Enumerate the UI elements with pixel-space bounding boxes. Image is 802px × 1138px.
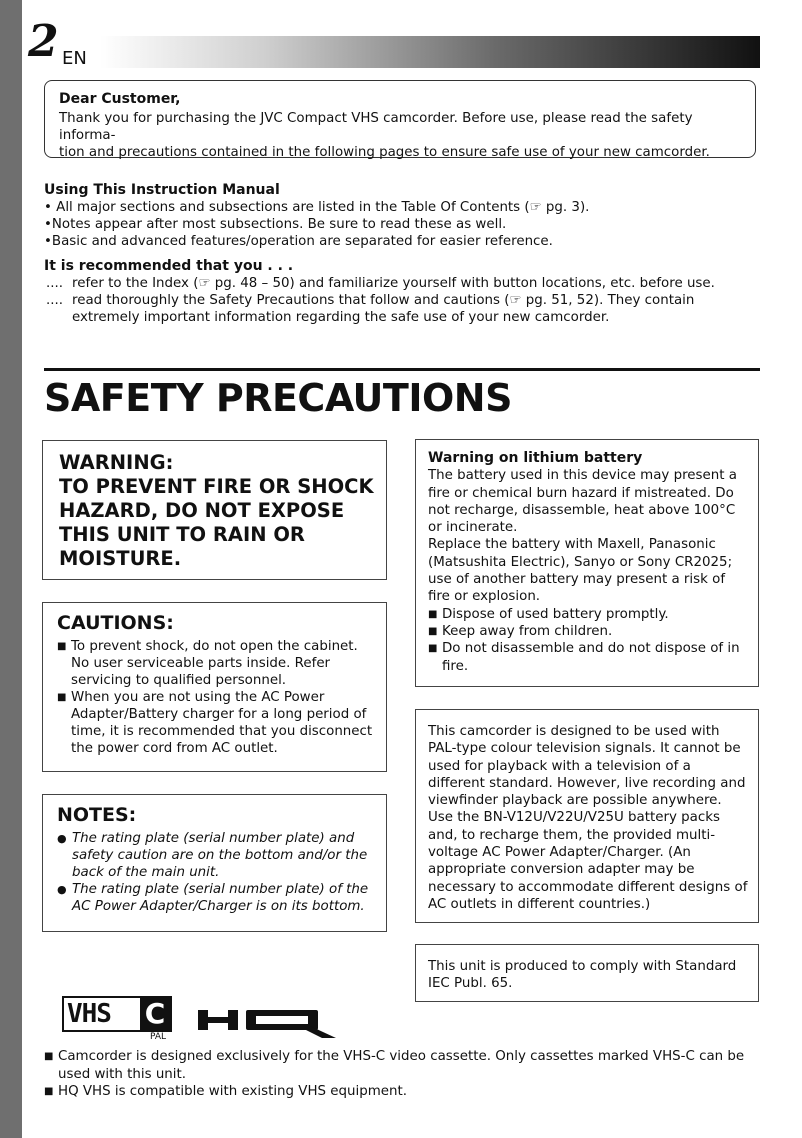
- square-bullet-icon: ■: [57, 692, 67, 703]
- caution-text: When you are not using the AC Power Adapter/Battery charger for a long period of time, it is recommended that you disconnect the power cord from AC outlet.: [71, 690, 373, 756]
- lithium-warning-box: [415, 439, 759, 687]
- footer-item: [44, 1048, 760, 1083]
- note-item: [57, 830, 378, 881]
- recommended-title: It is recommended that you . . .: [44, 258, 294, 274]
- caution-item: [57, 689, 378, 757]
- recommended-dots: ....: [46, 276, 64, 291]
- note-text: The rating plate (serial number plate) of the AC Power Adapter/Charger is on its bottom.: [72, 882, 369, 914]
- footer-notes: [44, 1048, 760, 1101]
- lithium-item-text: Keep away from children.: [442, 623, 613, 639]
- footer-text: Camcorder is designed exclusively for the VHS-C video cassette. Only cassettes marked VHS-C can be used with this unit.: [58, 1049, 745, 1082]
- dear-customer-line-2: tion and precautions contained in the following pages to ensure safe use of your new camcorder.: [59, 145, 710, 160]
- manual-bullet: • All major sections and subsections are listed in the Table Of Contents (☞ pg. 3).: [44, 200, 590, 215]
- cautions-heading: CAUTIONS:: [57, 612, 174, 634]
- footer-text: HQ VHS is compatible with existing VHS equipment.: [58, 1084, 408, 1099]
- pal-info-box: [415, 709, 759, 923]
- manual-section: [44, 182, 764, 250]
- recommended-text: refer to the Index (☞ pg. 48 – 50) and familiarize yourself with button locations, etc. before use.: [72, 276, 715, 291]
- iec-info-text: This unit is produced to comply with Standard IEC Publ. 65.: [428, 959, 737, 992]
- vhs-logo-text: VHS: [67, 999, 111, 1029]
- page-language: EN: [62, 48, 87, 69]
- recommended-section: [44, 258, 764, 326]
- iec-info-box: [415, 944, 759, 1002]
- warning-heading: WARNING:: [59, 451, 174, 474]
- notes-heading: NOTES:: [57, 804, 137, 826]
- recommended-item: [44, 292, 764, 326]
- dear-customer-line-1: Thank you for purchasing the JVC Compact VHS camcorder. Before use, please read the safety informa-: [59, 111, 693, 143]
- square-bullet-icon: ■: [44, 1086, 54, 1097]
- lithium-item: [428, 623, 748, 640]
- warning-line: MOISTURE.: [59, 547, 182, 570]
- square-bullet-icon: ■: [428, 625, 438, 637]
- page-number: 2: [28, 16, 59, 67]
- warning-line: TO PREVENT FIRE OR SHOCK: [59, 475, 374, 498]
- safety-title: SAFETY PRECAUTIONS: [44, 376, 512, 420]
- lithium-item-text: Do not disassemble and do not dispose of in fire.: [442, 641, 740, 674]
- vhs-c-logo: [62, 996, 172, 1032]
- lithium-item: [428, 640, 748, 675]
- dear-customer-title: Dear Customer,: [59, 91, 181, 107]
- hq-logo-text: HQ: [258, 1024, 260, 1025]
- pal-logo-text: PAL: [150, 1032, 167, 1042]
- lithium-paragraph: Replace the battery with Maxell, Panasonic (Matsushita Electric), Sanyo or Sony CR2025; use of another battery may present a risk of fire or explosion.: [428, 537, 733, 605]
- footer-item: [44, 1083, 760, 1101]
- lithium-heading: Warning on lithium battery: [428, 450, 643, 466]
- dear-customer-box: [44, 80, 756, 158]
- dot-bullet-icon: ●: [57, 883, 67, 896]
- warning-line: HAZARD, DO NOT EXPOSE: [59, 499, 345, 522]
- lithium-paragraph: The battery used in this device may present a fire or chemical burn hazard if mistreated. Do not recharge, disassemble, heat above 100°C or incinerate.: [428, 468, 737, 536]
- c-logo-text: C: [140, 998, 170, 1030]
- dot-bullet-icon: ●: [57, 832, 67, 845]
- manual-title: Using This Instruction Manual: [44, 182, 280, 198]
- safety-divider: [44, 368, 760, 371]
- manual-bullet: •Notes appear after most subsections. Be sure to read these as well.: [44, 217, 507, 232]
- notes-box: [42, 794, 387, 932]
- header-gradient-band: [100, 36, 760, 68]
- cautions-box: [42, 602, 387, 772]
- square-bullet-icon: ■: [428, 608, 438, 620]
- recommended-dots: ....: [46, 293, 64, 308]
- manual-bullet: •Basic and advanced features/operation are separated for easier reference.: [44, 234, 553, 249]
- warning-line: THIS UNIT TO RAIN OR: [59, 523, 305, 546]
- lithium-item-text: Dispose of used battery promptly.: [442, 606, 669, 622]
- square-bullet-icon: ■: [428, 643, 438, 655]
- caution-text: To prevent shock, do not open the cabinet. No user serviceable parts inside. Refer servicing to qualified personnel.: [71, 639, 358, 688]
- hq-logo: [198, 1004, 338, 1038]
- warning-box: [42, 440, 387, 580]
- note-item: [57, 881, 378, 915]
- hq-logo-mark: [198, 1010, 336, 1038]
- caution-item: [57, 638, 378, 689]
- note-text: The rating plate (serial number plate) and safety caution are on the bottom and/or the back of the main unit.: [72, 831, 368, 880]
- square-bullet-icon: ■: [57, 641, 67, 652]
- recommended-text: read thoroughly the Safety Precautions that follow and cautions (☞ pg. 51, 52). They contain extremely important information regarding the safe use of your new camcorder.: [72, 293, 695, 325]
- lithium-item: [428, 606, 748, 623]
- square-bullet-icon: ■: [44, 1051, 54, 1062]
- pal-info-text: This camcorder is designed to be used with PAL-type colour television signals. It cannot be used for playback with a television of a different standard. However, live recording and viewfinder playback are possible anywhere. Use the BN-V12U/V22U/V25U battery packs and, to recharge them, the provided multi-voltage AC Power Adapter/Charger. (An appropriate conversion adapter may be necessary to accommodate different designs of AC outlets in different countries.): [428, 724, 748, 912]
- side-bar: [0, 0, 22, 1138]
- recommended-item: [44, 275, 764, 292]
